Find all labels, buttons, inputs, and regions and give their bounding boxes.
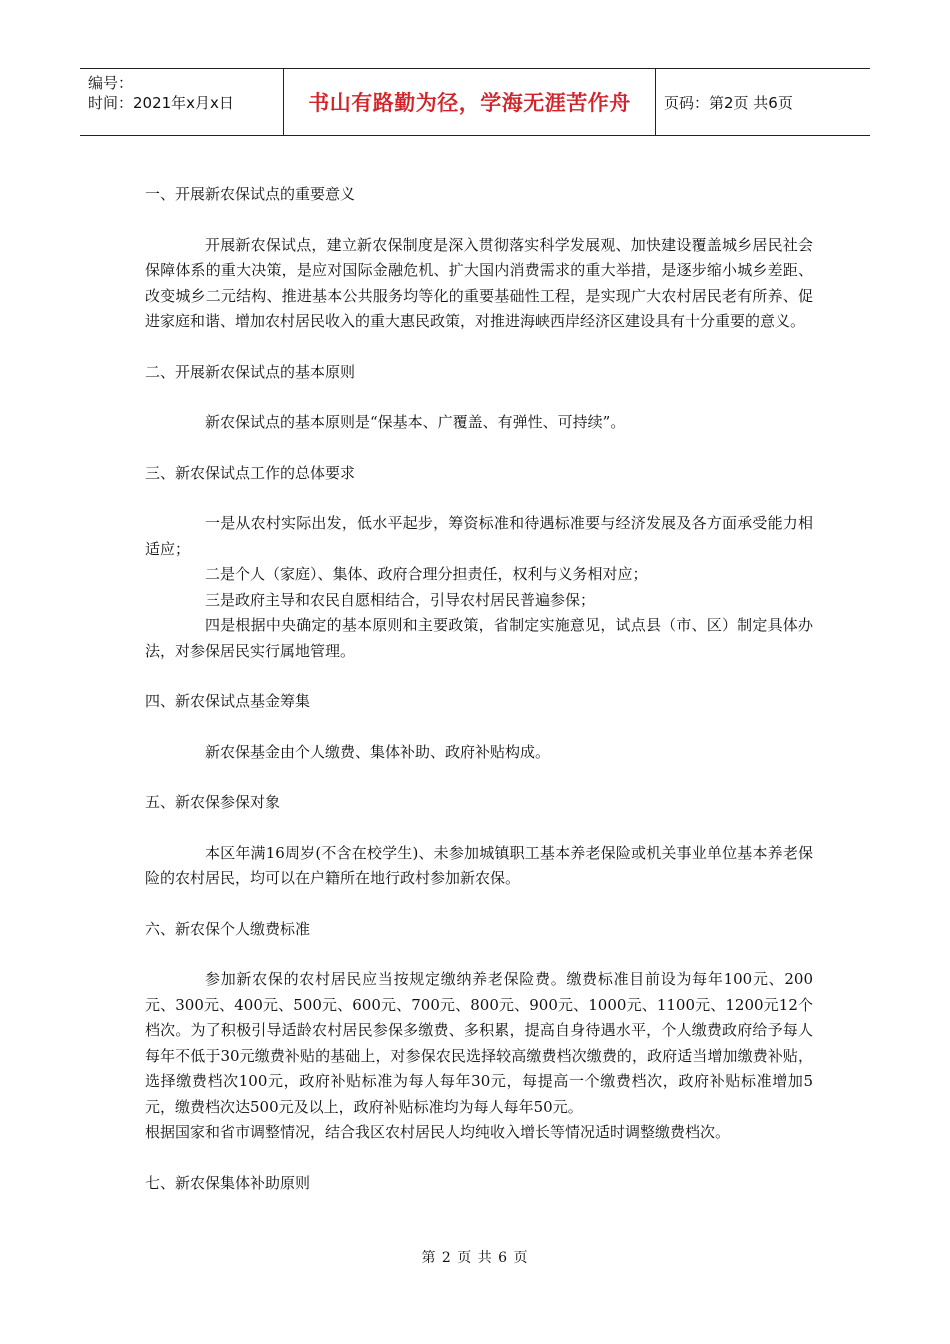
section-paragraph: 参加新农保的农村居民应当按规定缴纳养老保险费。缴费标准目前设为每年100元、200元、300元、400元、500元、600元、700元、800元、900元、1000元、1100元、1200元12个档次。为了积极引导适龄农村居民参保多缴费、多积累，提高自身待遇水平，个人缴费政府给予每人每年不低于30元缴费补贴的基础上，对参保农民选择较高缴费档次缴费的，政府适当增加缴费补贴，选择缴费档次100元，政府补贴标准为每人每年30元，每提高一个缴费档次，政府补贴标准增加5元，缴费档次达500元及以上，政府补贴标准均为每人每年50元。	[145, 970, 813, 1116]
section-paragraph: 一是从农村实际出发，低水平起步，筹资标准和待遇标准要与经济发展及各方面承受能力相适应；	[145, 514, 813, 558]
section-heading: 四、新农保试点基金筹集	[145, 692, 311, 710]
header-table	[80, 68, 870, 136]
page-footer: 第 2 页 共 6 页	[421, 1250, 529, 1266]
section-heading: 三、新农保试点工作的总体要求	[145, 463, 356, 482]
section-paragraph: 四是根据中央确定的基本原则和主要政策，省制定实施意见，试点县（市、区）制定具体办法，对参保居民实行属地管理。	[145, 616, 813, 660]
section-heading: 七、新农保集体补助原则	[145, 1173, 311, 1192]
section-heading: 二、开展新农保试点的基本原则	[145, 362, 356, 381]
section-paragraph: 二是个人（家庭）、集体、政府合理分担责任，权利与义务相对应；	[205, 565, 648, 583]
section-paragraph: 新农保基金由个人缴费、集体补助、政府补贴构成。	[205, 742, 551, 761]
section-paragraph: 开展新农保试点，建立新农保制度是深入贯彻落实科学发展观、加快建设覆盖城乡居民社会保障体系的重大决策，是应对国际金融危机、扩大国内消费需求的重大举措，是逐步缩小城乡差距、改变城乡二元结构、推进基本公共服务均等化的重要基础性工程，是实现广大农村居民老有所养、促进家庭和谐、增加农村居民收入的重大惠民政策，对推进海峡西岸经济区建设具有十分重要的意义。	[145, 235, 813, 330]
section-paragraph: 本区年满16周岁(不含在校学生)、未参加城镇职工基本养老保险或机关事业单位基本养老保险的农村居民，均可以在户籍所在地行政村参加新农保。	[145, 843, 813, 887]
section-heading: 五、新农保参保对象	[145, 793, 281, 811]
section-paragraph: 三是政府主导和农民自愿相结合，引导农村居民普遍参保；	[205, 590, 596, 609]
document-time-label: 时间：2021年x月x日	[88, 94, 234, 112]
document-number-label: 编号：	[88, 74, 134, 92]
header-meta	[80, 69, 283, 135]
section-heading: 六、新农保个人缴费标准	[145, 919, 311, 938]
header-page-label: 页码：第2页 共6页	[664, 93, 793, 112]
document-body	[145, 182, 813, 1221]
section-heading: 一、开展新农保试点的重要意义	[145, 185, 356, 203]
section-paragraph: 根据国家和省市调整情况，结合我区农村居民人均纯收入增长等情况适时调整缴费档次。	[145, 1123, 731, 1141]
header-motto: 书山有路勤为径，学海无涯苦作舟	[283, 69, 656, 135]
section-paragraph: 新农保试点的基本原则是“保基本、广覆盖、有弹性、可持续”。	[205, 413, 626, 431]
